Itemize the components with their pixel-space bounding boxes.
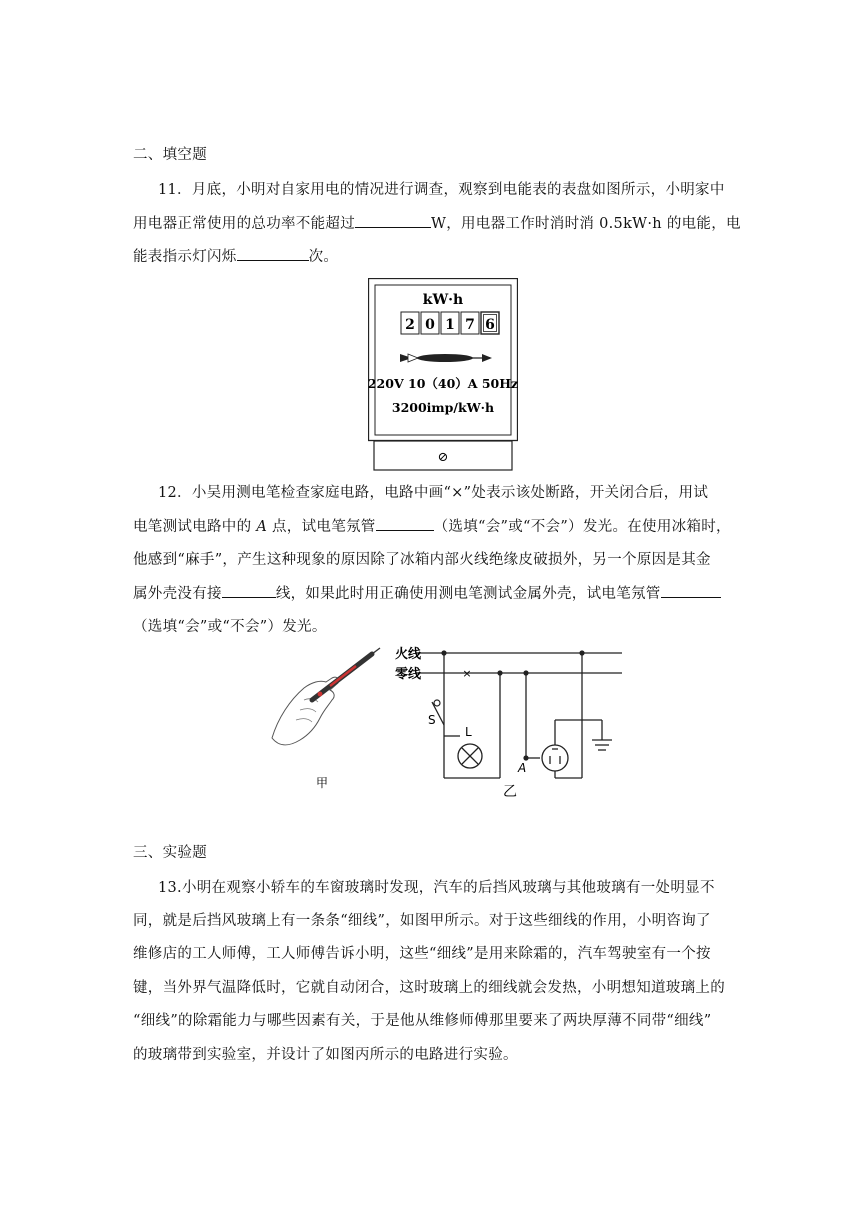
- neutral-wire-label: 零线: [395, 667, 422, 682]
- q12-text: 点，试电笔氖管: [267, 519, 376, 535]
- test-pen-hand-icon: [272, 648, 380, 745]
- q11-text: 用电器正常使用的总功率不能超过: [133, 216, 355, 232]
- q12-line-1: 12．小吴用测电笔检查家庭电路，电路中画“×”处表示该处断路，开关闭合后，用试: [158, 485, 709, 501]
- circuit-figure: [260, 640, 640, 805]
- q12-text: 线，如果此时用正确使用测电笔测试金属外壳，试电笔氖管: [275, 586, 661, 602]
- q12-line-2: [133, 516, 731, 537]
- q11-line-2: [133, 213, 741, 234]
- switch-contact-icon: [434, 700, 440, 706]
- q11-text: 次。: [308, 249, 339, 265]
- lamp-label: L: [465, 725, 472, 739]
- section-heading-fill-blank: 二、填空题: [133, 147, 207, 163]
- caption-jia: 甲: [315, 776, 329, 790]
- break-mark: ×: [462, 667, 472, 680]
- q12-line-3: 他感到“麻手”，产生这种现象的原因除了冰箱内部火线绝缘皮破损外，另一个原因是其金: [133, 552, 711, 568]
- q13-line-5: “细线”的除霜能力与哪些因素有关，于是他从维修师傅那里要来了两块厚薄不同带“细线”: [133, 1013, 712, 1029]
- q11-line-3: [133, 246, 338, 267]
- meter-constant: 3200imp/kW·h: [391, 400, 495, 415]
- q12-text: 属外壳没有接: [133, 586, 222, 602]
- caption-yi: 乙: [503, 784, 517, 800]
- answer-blank: [661, 583, 721, 598]
- point-a-label: A: [518, 761, 527, 775]
- q11-text: 能表指示灯闪烁: [133, 249, 237, 265]
- answer-blank: [355, 213, 431, 228]
- answer-blank: [237, 246, 309, 261]
- answer-blank: [222, 583, 276, 598]
- q11-text: W，用电器工作时消时消 0.5kW·h 的电能，电: [431, 216, 741, 232]
- meter-digit: 0: [425, 317, 435, 333]
- electric-meter-figure: [368, 278, 518, 472]
- meter-rating: 220V 10（40）A 50Hz: [368, 376, 518, 391]
- meter-digit: 2: [405, 317, 415, 333]
- q13-line-4: 键，当外界气温降低时，它就自动闭合，这时玻璃上的细线就会发热，小明想知道玻璃上的: [133, 980, 725, 996]
- meter-digit-decimal: 6: [485, 317, 495, 333]
- meter-screw-icon: ⊘: [437, 450, 449, 465]
- answer-blank: [376, 516, 434, 531]
- circuit-diagram: [415, 653, 622, 778]
- meter-digit: 7: [465, 317, 475, 333]
- meter-unit: kW·h: [422, 292, 464, 308]
- q11-line-1: 11．月底，小明对自家用电的情况进行调查，观察到电能表的表盘如图所示，小明家中: [158, 182, 725, 198]
- q12-text: 电笔测试电路中的: [133, 519, 257, 535]
- q13-line-2: 同，就是后挡风玻璃上有一条条“细线”，如图甲所示。对于这些细线的作用，小明咨询了: [133, 913, 711, 929]
- q13-line-1: 13.小明在观察小轿车的车窗玻璃时发现，汽车的后挡风玻璃与其他玻璃有一处明显不: [158, 880, 715, 896]
- q12-line-5: （选填“会”或“不会”）发光。: [133, 619, 327, 635]
- meter-digit: 1: [445, 317, 455, 333]
- q13-line-3: 维修店的工人师傅，工人师傅告诉小明，这些“细线”是用来除霜的，汽车驾驶室有一个按: [133, 946, 711, 962]
- live-wire-label: 火线: [395, 647, 422, 662]
- q13-line-6: 的玻璃带到实验室，并设计了如图丙所示的电路进行实验。: [133, 1047, 518, 1063]
- q12-text: （选填“会”或“不会”）发光。在使用冰箱时，: [433, 519, 731, 535]
- section-heading-experiment: 三、实验题: [133, 845, 207, 861]
- q12-line-4: [133, 583, 721, 604]
- q12-point-a: A: [256, 519, 268, 535]
- switch-label: S: [428, 713, 436, 727]
